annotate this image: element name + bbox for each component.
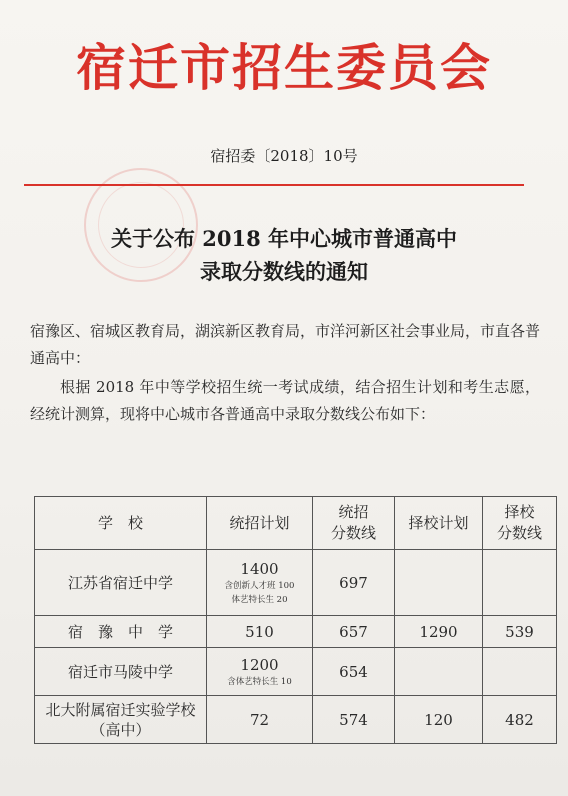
- cell-plan-value: 1400: [240, 559, 279, 578]
- cell-school: 宿 豫 中 学: [35, 616, 207, 648]
- table-row: [35, 550, 557, 616]
- notice-title-line-1: 关于公布 2018 年中心城市普通高中: [110, 226, 458, 251]
- document-number: 宿招委〔2018〕10号: [210, 147, 358, 165]
- cell-plan: 72: [207, 696, 313, 744]
- cell-choice-score: 539: [483, 616, 557, 648]
- header-school-label: 学 校: [97, 513, 143, 532]
- header-school: [35, 497, 207, 550]
- body-paragraph: 根据 2018 年中等学校招生统一考试成绩，结合招生计划和考生志愿，经统计测算，现将中心城市各普通高中录取分数线公布如下：: [30, 378, 540, 423]
- header-score: [313, 497, 395, 550]
- notice-title-line-2: 录取分数线的通知: [200, 259, 368, 284]
- cell-plan-note: 含创新人才班 100: [224, 580, 295, 591]
- header-choice-score: [483, 497, 557, 550]
- cell-plan-note: 含体艺特长生 10: [227, 676, 292, 687]
- cell-plan-value: 1200: [240, 655, 279, 674]
- cell-choice-score: [483, 648, 557, 696]
- cell-plan-note: 体艺特长生 20: [231, 594, 288, 605]
- cell-score: 574: [313, 696, 395, 744]
- header-score-label: 统招 分数线: [330, 503, 376, 542]
- table-row: [35, 616, 557, 648]
- table-header-row: [35, 497, 557, 550]
- cell-plan: 510: [207, 616, 313, 648]
- table-row: [35, 696, 557, 744]
- org-header-title: 宿迁市招生委员会: [76, 38, 492, 97]
- header-choice-plan: [395, 497, 483, 550]
- addressees-paragraph: 宿豫区、宿城区教育局，湖滨新区教育局，市洋河新区社会事业局，市直各普通高中：: [30, 322, 541, 367]
- cell-score: 654: [313, 648, 395, 696]
- cell-score: 657: [313, 616, 395, 648]
- table-row: [35, 648, 557, 696]
- cell-school: 北大附属宿迁实验学校（高中）: [35, 696, 207, 744]
- cell-plan: [207, 648, 313, 696]
- cell-plan: [207, 550, 313, 616]
- cell-school: 宿迁市马陵中学: [35, 648, 207, 696]
- notice-title: [40, 222, 528, 288]
- header-plan: [207, 497, 313, 550]
- header-choice-score-label: 择校 分数线: [496, 503, 542, 542]
- cell-score: 697: [313, 550, 395, 616]
- cell-choice-plan: 1290: [395, 616, 483, 648]
- cell-choice-plan: 120: [395, 696, 483, 744]
- cell-choice-score: 482: [483, 696, 557, 744]
- header-plan-label: 统招计划: [229, 513, 290, 532]
- cell-school: 江苏省宿迁中学: [35, 550, 207, 616]
- cell-choice-plan: [395, 550, 483, 616]
- cell-choice-score: [483, 550, 557, 616]
- header-choice-plan-label: 择校计划: [408, 513, 469, 532]
- cell-choice-plan: [395, 648, 483, 696]
- admission-score-table: [34, 496, 557, 744]
- red-divider-rule: [24, 184, 524, 186]
